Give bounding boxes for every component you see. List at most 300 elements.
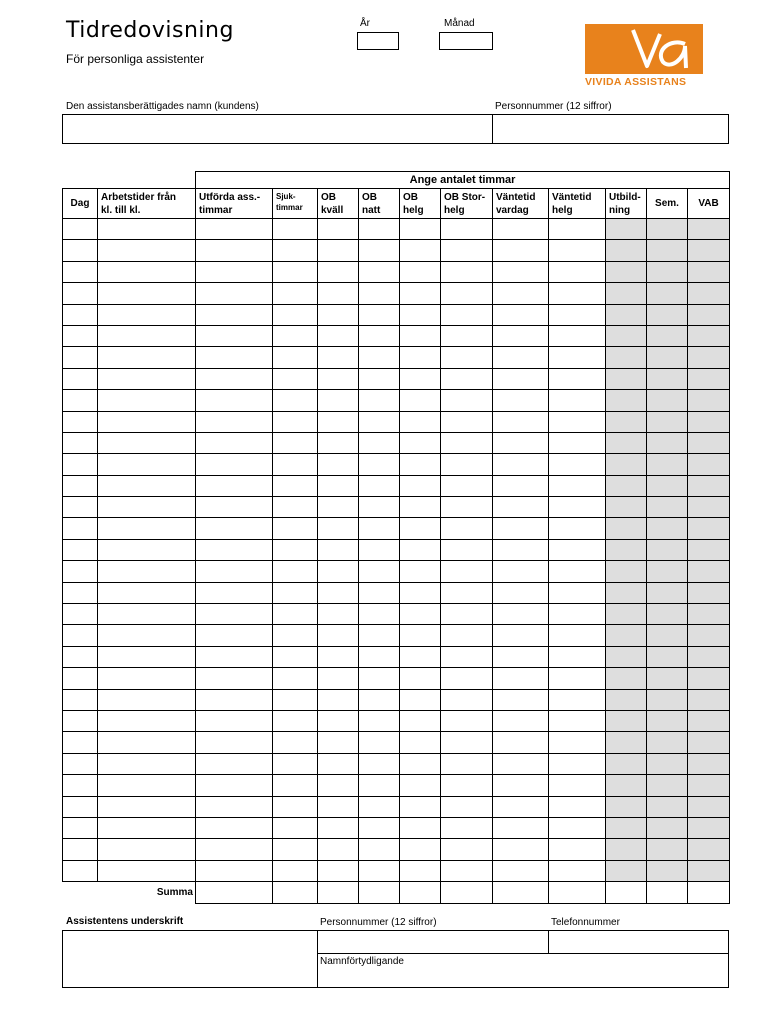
arbetstider-cell[interactable] xyxy=(98,518,196,539)
vantetid-vardag-cell[interactable] xyxy=(493,304,549,325)
utforda-cell[interactable] xyxy=(196,475,273,496)
signature-field[interactable] xyxy=(63,931,317,987)
sjuk-cell[interactable] xyxy=(273,390,318,411)
vab-cell[interactable] xyxy=(688,625,730,646)
arbetstider-cell[interactable] xyxy=(98,261,196,282)
ob-kvall-cell[interactable] xyxy=(318,390,359,411)
sum-cell[interactable] xyxy=(549,882,606,904)
ob-storhelg-cell[interactable] xyxy=(441,475,493,496)
dag-cell[interactable] xyxy=(63,689,98,710)
utbildning-cell[interactable] xyxy=(606,432,647,453)
ob-kvall-cell[interactable] xyxy=(318,325,359,346)
sem-cell[interactable] xyxy=(647,454,688,475)
arbetstider-cell[interactable] xyxy=(98,368,196,389)
vantetid-vardag-cell[interactable] xyxy=(493,432,549,453)
vantetid-helg-cell[interactable] xyxy=(549,753,606,774)
utforda-cell[interactable] xyxy=(196,454,273,475)
arbetstider-cell[interactable] xyxy=(98,668,196,689)
ob-helg-cell[interactable] xyxy=(400,497,441,518)
ob-natt-cell[interactable] xyxy=(359,646,400,667)
utbildning-cell[interactable] xyxy=(606,347,647,368)
ob-natt-cell[interactable] xyxy=(359,325,400,346)
vab-cell[interactable] xyxy=(688,646,730,667)
vantetid-helg-cell[interactable] xyxy=(549,240,606,261)
dag-cell[interactable] xyxy=(63,710,98,731)
sem-cell[interactable] xyxy=(647,604,688,625)
vantetid-vardag-cell[interactable] xyxy=(493,497,549,518)
vantetid-helg-cell[interactable] xyxy=(549,497,606,518)
arbetstider-cell[interactable] xyxy=(98,839,196,860)
ob-natt-cell[interactable] xyxy=(359,582,400,603)
ob-kvall-cell[interactable] xyxy=(318,518,359,539)
vab-cell[interactable] xyxy=(688,839,730,860)
ob-storhelg-cell[interactable] xyxy=(441,775,493,796)
ob-kvall-cell[interactable] xyxy=(318,283,359,304)
ob-natt-cell[interactable] xyxy=(359,390,400,411)
ob-helg-cell[interactable] xyxy=(400,432,441,453)
dag-cell[interactable] xyxy=(63,860,98,881)
utforda-cell[interactable] xyxy=(196,710,273,731)
sjuk-cell[interactable] xyxy=(273,454,318,475)
ob-helg-cell[interactable] xyxy=(400,390,441,411)
name-clarification-field[interactable] xyxy=(318,954,728,987)
year-input[interactable] xyxy=(357,32,399,50)
utforda-cell[interactable] xyxy=(196,261,273,282)
ob-helg-cell[interactable] xyxy=(400,689,441,710)
arbetstider-cell[interactable] xyxy=(98,646,196,667)
dag-cell[interactable] xyxy=(63,753,98,774)
dag-cell[interactable] xyxy=(63,475,98,496)
ob-natt-cell[interactable] xyxy=(359,475,400,496)
arbetstider-cell[interactable] xyxy=(98,390,196,411)
ob-natt-cell[interactable] xyxy=(359,518,400,539)
dag-cell[interactable] xyxy=(63,604,98,625)
sjuk-cell[interactable] xyxy=(273,219,318,240)
utbildning-cell[interactable] xyxy=(606,753,647,774)
ob-helg-cell[interactable] xyxy=(400,582,441,603)
sum-cell[interactable] xyxy=(318,882,359,904)
sem-cell[interactable] xyxy=(647,817,688,838)
ob-storhelg-cell[interactable] xyxy=(441,817,493,838)
utforda-cell[interactable] xyxy=(196,775,273,796)
ob-storhelg-cell[interactable] xyxy=(441,240,493,261)
arbetstider-cell[interactable] xyxy=(98,732,196,753)
vantetid-vardag-cell[interactable] xyxy=(493,347,549,368)
ob-kvall-cell[interactable] xyxy=(318,646,359,667)
utbildning-cell[interactable] xyxy=(606,817,647,838)
vantetid-helg-cell[interactable] xyxy=(549,390,606,411)
utbildning-cell[interactable] xyxy=(606,261,647,282)
ob-helg-cell[interactable] xyxy=(400,261,441,282)
vab-cell[interactable] xyxy=(688,582,730,603)
vab-cell[interactable] xyxy=(688,604,730,625)
ob-storhelg-cell[interactable] xyxy=(441,604,493,625)
vantetid-helg-cell[interactable] xyxy=(549,539,606,560)
ob-helg-cell[interactable] xyxy=(400,646,441,667)
vantetid-vardag-cell[interactable] xyxy=(493,283,549,304)
ob-storhelg-cell[interactable] xyxy=(441,625,493,646)
vantetid-vardag-cell[interactable] xyxy=(493,390,549,411)
sjuk-cell[interactable] xyxy=(273,475,318,496)
sem-cell[interactable] xyxy=(647,475,688,496)
dag-cell[interactable] xyxy=(63,539,98,560)
ob-kvall-cell[interactable] xyxy=(318,668,359,689)
vantetid-vardag-cell[interactable] xyxy=(493,368,549,389)
sem-cell[interactable] xyxy=(647,411,688,432)
arbetstider-cell[interactable] xyxy=(98,710,196,731)
utbildning-cell[interactable] xyxy=(606,689,647,710)
vantetid-vardag-cell[interactable] xyxy=(493,240,549,261)
arbetstider-cell[interactable] xyxy=(98,325,196,346)
ob-natt-cell[interactable] xyxy=(359,240,400,261)
sem-cell[interactable] xyxy=(647,668,688,689)
utbildning-cell[interactable] xyxy=(606,497,647,518)
ob-storhelg-cell[interactable] xyxy=(441,283,493,304)
dag-cell[interactable] xyxy=(63,796,98,817)
dag-cell[interactable] xyxy=(63,240,98,261)
sem-cell[interactable] xyxy=(647,625,688,646)
dag-cell[interactable] xyxy=(63,518,98,539)
ob-natt-cell[interactable] xyxy=(359,261,400,282)
sem-cell[interactable] xyxy=(647,582,688,603)
ob-kvall-cell[interactable] xyxy=(318,261,359,282)
utbildning-cell[interactable] xyxy=(606,368,647,389)
utforda-cell[interactable] xyxy=(196,625,273,646)
utforda-cell[interactable] xyxy=(196,518,273,539)
vantetid-vardag-cell[interactable] xyxy=(493,561,549,582)
utforda-cell[interactable] xyxy=(196,668,273,689)
ob-helg-cell[interactable] xyxy=(400,539,441,560)
dag-cell[interactable] xyxy=(63,347,98,368)
vantetid-helg-cell[interactable] xyxy=(549,860,606,881)
dag-cell[interactable] xyxy=(63,497,98,518)
sem-cell[interactable] xyxy=(647,646,688,667)
sjuk-cell[interactable] xyxy=(273,817,318,838)
ob-natt-cell[interactable] xyxy=(359,839,400,860)
utbildning-cell[interactable] xyxy=(606,839,647,860)
sem-cell[interactable] xyxy=(647,753,688,774)
sjuk-cell[interactable] xyxy=(273,582,318,603)
vantetid-vardag-cell[interactable] xyxy=(493,325,549,346)
utforda-cell[interactable] xyxy=(196,839,273,860)
sem-cell[interactable] xyxy=(647,539,688,560)
vantetid-helg-cell[interactable] xyxy=(549,347,606,368)
utbildning-cell[interactable] xyxy=(606,475,647,496)
ob-natt-cell[interactable] xyxy=(359,710,400,731)
vantetid-helg-cell[interactable] xyxy=(549,775,606,796)
ob-natt-cell[interactable] xyxy=(359,753,400,774)
utbildning-cell[interactable] xyxy=(606,668,647,689)
utforda-cell[interactable] xyxy=(196,325,273,346)
sum-cell[interactable] xyxy=(493,882,549,904)
utbildning-cell[interactable] xyxy=(606,219,647,240)
dag-cell[interactable] xyxy=(63,646,98,667)
ob-storhelg-cell[interactable] xyxy=(441,668,493,689)
sjuk-cell[interactable] xyxy=(273,689,318,710)
utbildning-cell[interactable] xyxy=(606,582,647,603)
vantetid-vardag-cell[interactable] xyxy=(493,817,549,838)
utbildning-cell[interactable] xyxy=(606,454,647,475)
ob-kvall-cell[interactable] xyxy=(318,732,359,753)
ob-kvall-cell[interactable] xyxy=(318,561,359,582)
ob-helg-cell[interactable] xyxy=(400,753,441,774)
arbetstider-cell[interactable] xyxy=(98,240,196,261)
sjuk-cell[interactable] xyxy=(273,368,318,389)
customer-personnummer-field[interactable] xyxy=(493,115,728,143)
ob-storhelg-cell[interactable] xyxy=(441,753,493,774)
dag-cell[interactable] xyxy=(63,304,98,325)
arbetstider-cell[interactable] xyxy=(98,347,196,368)
dag-cell[interactable] xyxy=(63,561,98,582)
sem-cell[interactable] xyxy=(647,775,688,796)
vantetid-vardag-cell[interactable] xyxy=(493,775,549,796)
sjuk-cell[interactable] xyxy=(273,775,318,796)
utforda-cell[interactable] xyxy=(196,304,273,325)
customer-name-field[interactable] xyxy=(63,115,492,143)
utbildning-cell[interactable] xyxy=(606,646,647,667)
sjuk-cell[interactable] xyxy=(273,732,318,753)
utforda-cell[interactable] xyxy=(196,817,273,838)
vantetid-vardag-cell[interactable] xyxy=(493,668,549,689)
vantetid-vardag-cell[interactable] xyxy=(493,753,549,774)
sjuk-cell[interactable] xyxy=(273,561,318,582)
dag-cell[interactable] xyxy=(63,668,98,689)
sjuk-cell[interactable] xyxy=(273,347,318,368)
vantetid-vardag-cell[interactable] xyxy=(493,518,549,539)
utbildning-cell[interactable] xyxy=(606,304,647,325)
dag-cell[interactable] xyxy=(63,732,98,753)
ob-natt-cell[interactable] xyxy=(359,668,400,689)
utbildning-cell[interactable] xyxy=(606,283,647,304)
vantetid-helg-cell[interactable] xyxy=(549,561,606,582)
dag-cell[interactable] xyxy=(63,368,98,389)
ob-natt-cell[interactable] xyxy=(359,304,400,325)
arbetstider-cell[interactable] xyxy=(98,561,196,582)
utforda-cell[interactable] xyxy=(196,240,273,261)
dag-cell[interactable] xyxy=(63,817,98,838)
utforda-cell[interactable] xyxy=(196,411,273,432)
vantetid-vardag-cell[interactable] xyxy=(493,839,549,860)
utforda-cell[interactable] xyxy=(196,497,273,518)
ob-kvall-cell[interactable] xyxy=(318,475,359,496)
sjuk-cell[interactable] xyxy=(273,646,318,667)
ob-storhelg-cell[interactable] xyxy=(441,796,493,817)
vantetid-helg-cell[interactable] xyxy=(549,689,606,710)
ob-helg-cell[interactable] xyxy=(400,796,441,817)
vantetid-vardag-cell[interactable] xyxy=(493,732,549,753)
vantetid-helg-cell[interactable] xyxy=(549,646,606,667)
dag-cell[interactable] xyxy=(63,432,98,453)
sem-cell[interactable] xyxy=(647,219,688,240)
ob-kvall-cell[interactable] xyxy=(318,411,359,432)
ob-helg-cell[interactable] xyxy=(400,518,441,539)
ob-helg-cell[interactable] xyxy=(400,561,441,582)
utbildning-cell[interactable] xyxy=(606,604,647,625)
ob-storhelg-cell[interactable] xyxy=(441,432,493,453)
arbetstider-cell[interactable] xyxy=(98,860,196,881)
sjuk-cell[interactable] xyxy=(273,432,318,453)
utforda-cell[interactable] xyxy=(196,347,273,368)
month-input[interactable] xyxy=(439,32,493,50)
vab-cell[interactable] xyxy=(688,668,730,689)
vantetid-vardag-cell[interactable] xyxy=(493,860,549,881)
sjuk-cell[interactable] xyxy=(273,518,318,539)
ob-natt-cell[interactable] xyxy=(359,283,400,304)
ob-helg-cell[interactable] xyxy=(400,219,441,240)
ob-kvall-cell[interactable] xyxy=(318,240,359,261)
sum-cell[interactable] xyxy=(196,882,273,904)
ob-storhelg-cell[interactable] xyxy=(441,860,493,881)
utforda-cell[interactable] xyxy=(196,753,273,774)
utforda-cell[interactable] xyxy=(196,582,273,603)
arbetstider-cell[interactable] xyxy=(98,625,196,646)
ob-helg-cell[interactable] xyxy=(400,775,441,796)
ob-storhelg-cell[interactable] xyxy=(441,304,493,325)
vantetid-helg-cell[interactable] xyxy=(549,475,606,496)
arbetstider-cell[interactable] xyxy=(98,604,196,625)
dag-cell[interactable] xyxy=(63,625,98,646)
sjuk-cell[interactable] xyxy=(273,753,318,774)
vab-cell[interactable] xyxy=(688,497,730,518)
ob-helg-cell[interactable] xyxy=(400,710,441,731)
vantetid-vardag-cell[interactable] xyxy=(493,604,549,625)
utforda-cell[interactable] xyxy=(196,390,273,411)
utbildning-cell[interactable] xyxy=(606,796,647,817)
ob-natt-cell[interactable] xyxy=(359,775,400,796)
sem-cell[interactable] xyxy=(647,497,688,518)
vantetid-helg-cell[interactable] xyxy=(549,604,606,625)
utbildning-cell[interactable] xyxy=(606,390,647,411)
utforda-cell[interactable] xyxy=(196,219,273,240)
ob-kvall-cell[interactable] xyxy=(318,497,359,518)
ob-storhelg-cell[interactable] xyxy=(441,390,493,411)
arbetstider-cell[interactable] xyxy=(98,775,196,796)
vab-cell[interactable] xyxy=(688,475,730,496)
vantetid-helg-cell[interactable] xyxy=(549,710,606,731)
ob-helg-cell[interactable] xyxy=(400,304,441,325)
vantetid-helg-cell[interactable] xyxy=(549,518,606,539)
vantetid-helg-cell[interactable] xyxy=(549,304,606,325)
ob-helg-cell[interactable] xyxy=(400,839,441,860)
sem-cell[interactable] xyxy=(647,689,688,710)
vantetid-helg-cell[interactable] xyxy=(549,839,606,860)
vantetid-helg-cell[interactable] xyxy=(549,582,606,603)
vantetid-helg-cell[interactable] xyxy=(549,668,606,689)
sem-cell[interactable] xyxy=(647,325,688,346)
utbildning-cell[interactable] xyxy=(606,561,647,582)
ob-kvall-cell[interactable] xyxy=(318,839,359,860)
sem-cell[interactable] xyxy=(647,240,688,261)
ob-storhelg-cell[interactable] xyxy=(441,710,493,731)
utbildning-cell[interactable] xyxy=(606,539,647,560)
sjuk-cell[interactable] xyxy=(273,860,318,881)
ob-kvall-cell[interactable] xyxy=(318,368,359,389)
sum-cell[interactable] xyxy=(400,882,441,904)
vantetid-helg-cell[interactable] xyxy=(549,368,606,389)
ob-kvall-cell[interactable] xyxy=(318,710,359,731)
utbildning-cell[interactable] xyxy=(606,325,647,346)
sem-cell[interactable] xyxy=(647,261,688,282)
vab-cell[interactable] xyxy=(688,539,730,560)
dag-cell[interactable] xyxy=(63,219,98,240)
sem-cell[interactable] xyxy=(647,368,688,389)
ob-storhelg-cell[interactable] xyxy=(441,454,493,475)
vab-cell[interactable] xyxy=(688,304,730,325)
ob-kvall-cell[interactable] xyxy=(318,860,359,881)
ob-storhelg-cell[interactable] xyxy=(441,411,493,432)
ob-kvall-cell[interactable] xyxy=(318,539,359,560)
ob-storhelg-cell[interactable] xyxy=(441,219,493,240)
sjuk-cell[interactable] xyxy=(273,539,318,560)
ob-storhelg-cell[interactable] xyxy=(441,518,493,539)
sum-cell[interactable] xyxy=(606,882,647,904)
sjuk-cell[interactable] xyxy=(273,604,318,625)
ob-storhelg-cell[interactable] xyxy=(441,582,493,603)
vab-cell[interactable] xyxy=(688,817,730,838)
vantetid-helg-cell[interactable] xyxy=(549,283,606,304)
ob-kvall-cell[interactable] xyxy=(318,625,359,646)
vab-cell[interactable] xyxy=(688,390,730,411)
vantetid-vardag-cell[interactable] xyxy=(493,796,549,817)
ob-kvall-cell[interactable] xyxy=(318,753,359,774)
arbetstider-cell[interactable] xyxy=(98,432,196,453)
vantetid-vardag-cell[interactable] xyxy=(493,411,549,432)
arbetstider-cell[interactable] xyxy=(98,475,196,496)
sjuk-cell[interactable] xyxy=(273,304,318,325)
vab-cell[interactable] xyxy=(688,261,730,282)
utforda-cell[interactable] xyxy=(196,432,273,453)
arbetstider-cell[interactable] xyxy=(98,539,196,560)
ob-kvall-cell[interactable] xyxy=(318,304,359,325)
utforda-cell[interactable] xyxy=(196,283,273,304)
ob-storhelg-cell[interactable] xyxy=(441,368,493,389)
sjuk-cell[interactable] xyxy=(273,710,318,731)
ob-storhelg-cell[interactable] xyxy=(441,539,493,560)
vantetid-helg-cell[interactable] xyxy=(549,432,606,453)
vantetid-helg-cell[interactable] xyxy=(549,219,606,240)
sem-cell[interactable] xyxy=(647,561,688,582)
arbetstider-cell[interactable] xyxy=(98,689,196,710)
ob-storhelg-cell[interactable] xyxy=(441,732,493,753)
dag-cell[interactable] xyxy=(63,390,98,411)
vab-cell[interactable] xyxy=(688,432,730,453)
vab-cell[interactable] xyxy=(688,518,730,539)
vantetid-vardag-cell[interactable] xyxy=(493,689,549,710)
ob-kvall-cell[interactable] xyxy=(318,775,359,796)
ob-helg-cell[interactable] xyxy=(400,475,441,496)
vantetid-helg-cell[interactable] xyxy=(549,817,606,838)
ob-natt-cell[interactable] xyxy=(359,689,400,710)
ob-natt-cell[interactable] xyxy=(359,368,400,389)
vab-cell[interactable] xyxy=(688,240,730,261)
vab-cell[interactable] xyxy=(688,561,730,582)
vantetid-vardag-cell[interactable] xyxy=(493,582,549,603)
arbetstider-cell[interactable] xyxy=(98,411,196,432)
utforda-cell[interactable] xyxy=(196,539,273,560)
utforda-cell[interactable] xyxy=(196,604,273,625)
dag-cell[interactable] xyxy=(63,839,98,860)
vab-cell[interactable] xyxy=(688,454,730,475)
utbildning-cell[interactable] xyxy=(606,411,647,432)
arbetstider-cell[interactable] xyxy=(98,454,196,475)
arbetstider-cell[interactable] xyxy=(98,304,196,325)
utbildning-cell[interactable] xyxy=(606,240,647,261)
ob-natt-cell[interactable] xyxy=(359,497,400,518)
sum-cell[interactable] xyxy=(441,882,493,904)
ob-kvall-cell[interactable] xyxy=(318,689,359,710)
ob-kvall-cell[interactable] xyxy=(318,604,359,625)
vantetid-vardag-cell[interactable] xyxy=(493,539,549,560)
